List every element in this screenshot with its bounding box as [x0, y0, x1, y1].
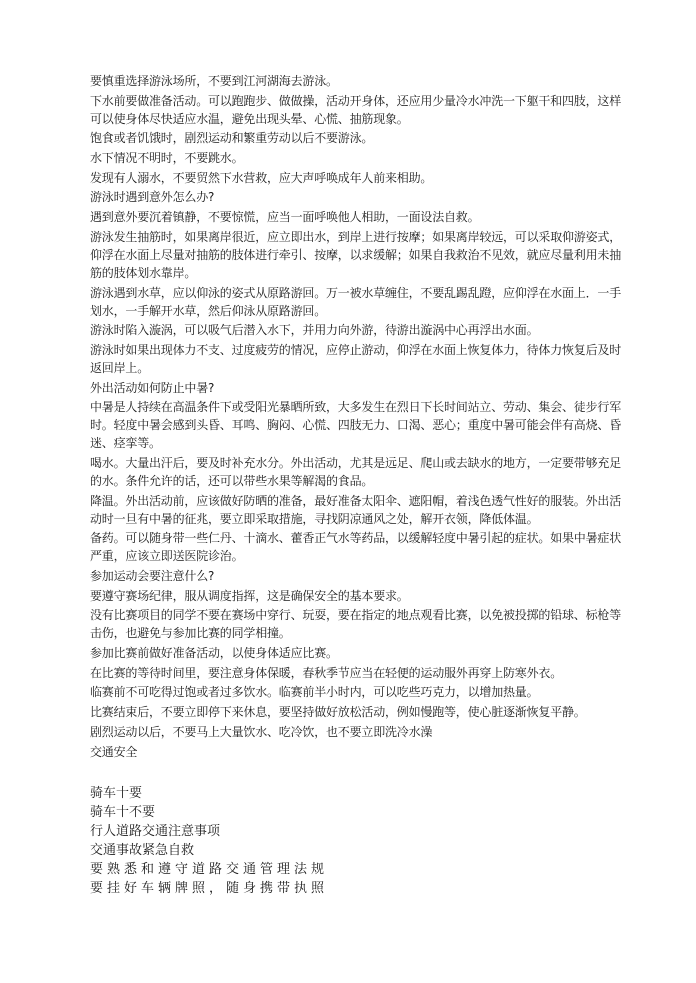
paragraph: 要遵守赛场纪律，服从调度指挥，这是确保安全的基本要求。: [90, 588, 409, 603]
paragraph: 游泳时如果出现体力不支、过度疲劳的情况，应停止游动，仰浮在水面上恢复体力，待体力恢复后及时返回岸上。: [90, 342, 622, 375]
section-heading: 参加运动会要注意什么?: [90, 569, 215, 583]
paragraph: 参加比赛前做好准备活动，以使身体适应比赛。: [90, 646, 338, 661]
paragraph: 喝水。大量出汗后，要及时补充水分。外出活动，尤其是远足、爬山或去缺水的地方，一定要带够充足的水。条件允许的话，还可以带些水果等解渴的食品。: [90, 455, 622, 488]
paragraph: 发现有人溺水，不要贸然下水营救，应大声呼唤成年人前来相助。: [90, 170, 433, 185]
document-body: [90, 72, 630, 898]
paragraph: 备药。可以随身带一些仁丹、十滴水、藿香正气水等药品，以缓解轻度中暑引起的症状。如果中暑症状严重，应该立即送医院诊治。: [90, 531, 622, 564]
paragraph: 要慎重选择游泳场所，不要到江河湖海去游泳。: [90, 74, 338, 88]
paragraph: 临赛前不可吃得过饱或者过多饮水。临赛前半小时内，可以吃些巧克力，以增加热量。: [90, 685, 539, 700]
paragraph: 水下情况不明时，不要跳水。: [90, 151, 244, 166]
list-line: 骑车十要: [90, 786, 143, 802]
paragraph: 比赛结束后，不要立即停下来休息，要坚持做好放松活动，例如慢跑等，使心脏逐渐恢复平静。: [90, 705, 586, 720]
section-heading: 游泳时遇到意外怎么办?: [90, 190, 215, 205]
paragraph: 游泳时陷入漩涡，可以吸气后潜入水下，并用力向外游，待游出漩涡中心再浮出水面。: [90, 323, 539, 338]
section-heading: 交通安全: [90, 744, 138, 759]
paragraph: 游泳遇到水草，应以仰泳的姿式从原路游回。万一被水草缠住，不要乱踢乱蹬，应仰浮在水面上．一手划水，一手解开水草，然后仰泳从原路游回。: [90, 285, 622, 318]
section-heading: 外出活动如何防止中暑?: [90, 380, 215, 395]
list-line: 交通事故紧急自救: [90, 843, 195, 859]
paragraph: 饱食或者饥饿时，剧烈运动和繁重劳动以后不要游泳。: [90, 131, 374, 146]
list-line: 行人道路交通注意事项: [90, 824, 221, 840]
blank-line: [90, 762, 630, 782]
paragraph: 游泳发生抽筋时，如果离岸很近，应立即出水，到岸上进行按摩；如果离岸较远，可以采取仰游姿式，仰浮在水面上尽量对抽筋的肢体进行牵引、按摩，以求缓解；如果自我救治不见效，就应尽量利用未抽筋的肢体划水靠岸。: [90, 229, 622, 280]
paragraph: 剧烈运动以后，不要马上大量饮水、吃冷饮，也不要立即洗冷水澡: [90, 724, 433, 739]
paragraph: 下水前要做准备活动。可以跑跑步、做做操，活动开身体，还应用少量冷水冲洗一下躯干和四肢，这样可以使身体尽快适应水温，避免出现头晕、心慌、抽筋现象。: [90, 93, 622, 126]
list-line: 骑车十不要: [90, 805, 156, 821]
paragraph: 中暑是人持续在高温条件下或受阳光暴晒所致，大多发生在烈日下长时间站立、劳动、集会、徒步行军时。轻度中暑会感到头昏、耳鸣、胸闷、心慌、四肢无力、口渴、恶心；重度中暑可能会伴有高烧、昏迷、痉挛等。: [90, 400, 622, 451]
paragraph: 降温。外出活动前，应该做好防晒的准备，最好准备太阳伞、遮阳帽，着浅色透气性好的服装。外出活动时一旦有中暑的征兆，要立即采取措施，寻找阴凉通风之处，解开衣领，降低体温。: [90, 493, 622, 526]
paragraph: 没有比赛项目的同学不要在赛场中穿行、玩耍，要在指定的地点观看比赛，以免被投掷的铅球、标枪等击伤，也避免与参加比赛的同学相撞。: [90, 608, 622, 641]
lower-section: [90, 784, 630, 898]
paragraph: 遇到意外要沉着镇静，不要惊慌，应当一面呼唤他人相助，一面设法自救。: [90, 210, 480, 225]
spaced-line: 要挂好车辆牌照，随身携带执照: [90, 881, 329, 897]
spaced-line: 要熟悉和遵守道路交通管理法规: [90, 862, 329, 878]
paragraph: 在比赛的等待时间里，要注意身体保暖，春秋季节应当在轻便的运动服外再穿上防寒外衣。: [90, 665, 563, 680]
